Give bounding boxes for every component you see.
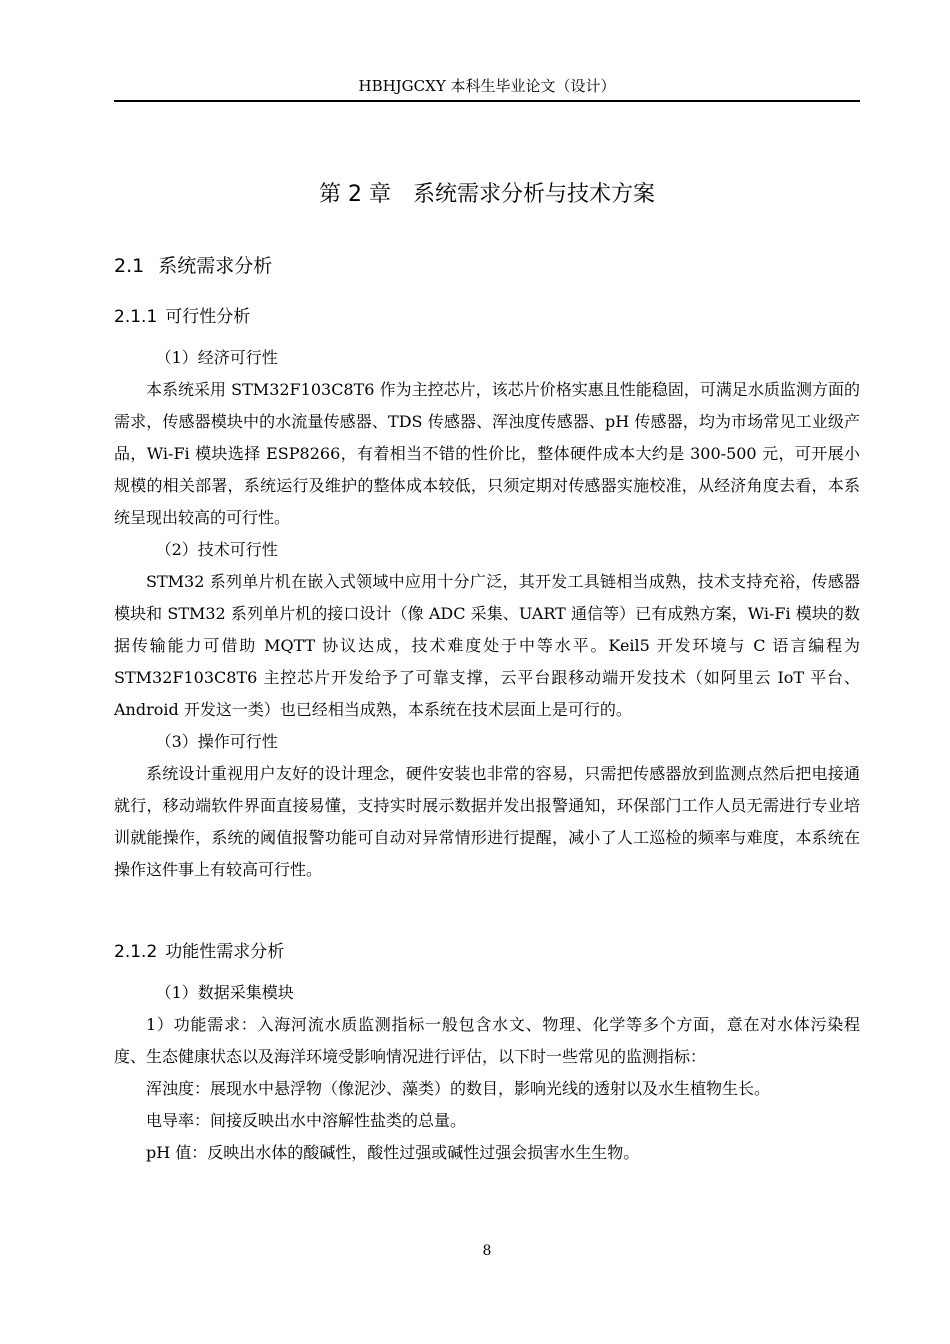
subsection-title: 可行性分析 [165, 307, 251, 327]
subsection-heading-2-1-1 [114, 305, 860, 329]
paragraph-technical: STM32 系列单片机在嵌入式领域中应用十分广泛，其开发工具链相当成熟，技术支持充裕，传感器模块和 STM32 系列单片机的接口设计（像 ADC 采集、UART 通信等）已有成熟方案，Wi-Fi 模块的数据传输能力可借助 MQTT 协议达成，技术难度处于中等水平。Keil5 开发环境与 C 语言编程为 STM32F103C8T6 主控芯片开发给予了可靠支撑，云平台跟移动端开发技术（如阿里云 IoT 平台、Android 开发这一类）也已经相当成熟，本系统在技术层面上是可行的。 [114, 572, 860, 719]
section-number: 2.1 [114, 255, 145, 277]
header-rule [114, 100, 860, 102]
item-heading-technical: （2）技术可行性 [155, 540, 278, 559]
paragraph-ph: pH 值：反映出水体的酸碱性，酸性过强或碱性过强会损害水生生物。 [146, 1143, 640, 1162]
item-heading-operational: （3）操作可行性 [155, 732, 278, 751]
running-header: HBHJGCXY 本科生毕业论文（设计） [358, 77, 616, 95]
item-heading-data-acquisition: （1）数据采集模块 [155, 983, 294, 1002]
functional-body [114, 977, 860, 1169]
chapter-title: 第 2 章 系统需求分析与技术方案 [319, 182, 655, 207]
paragraph-function-requirement: 1）功能需求：入海河流水质监测指标一般包含水文、物理、化学等多个方面，意在对水体污染程度、生态健康状态以及海洋环境受影响情况进行评估，以下时一些常见的监测指标： [114, 1015, 860, 1066]
paragraph-turbidity: 浑浊度：展现水中悬浮物（像泥沙、藻类）的数目，影响光线的透射以及水生植物生长。 [146, 1079, 771, 1098]
page-number: 8 [482, 1243, 492, 1259]
subsection-number: 2.1.2 [114, 942, 158, 962]
section-title: 系统需求分析 [158, 255, 273, 277]
feasibility-body [114, 342, 860, 886]
subsection-title: 功能性需求分析 [165, 942, 285, 962]
section-heading-2-1 [114, 253, 860, 279]
paragraph-operational: 系统设计重视用户友好的设计理念，硬件安装也非常的容易，只需把传感器放到监测点然后把电接通就行，移动端软件界面直接易懂，支持实时展示数据并发出报警通知，环保部门工作人员无需进行专业培训就能操作，系统的阈值报警功能可自动对异常情形进行提醒，减小了人工巡检的频率与难度，本系统在操作这件事上有较高可行性。 [114, 764, 860, 879]
paragraph-conductivity: 电导率：间接反映出水中溶解性盐类的总量。 [146, 1111, 467, 1130]
subsection-heading-2-1-2 [114, 940, 860, 964]
subsection-number: 2.1.1 [114, 307, 158, 327]
item-heading-economic: （1）经济可行性 [155, 348, 278, 367]
paragraph-economic: 本系统采用 STM32F103C8T6 作为主控芯片，该芯片价格实惠且性能稳固，可满足水质监测方面的需求，传感器模块中的水流量传感器、TDS 传感器、浑浊度传感器、pH 传感器，均为市场常见工业级产品，Wi-Fi 模块选择 ESP8266，有着相当不错的性价比，整体硬件成本大约是 300-500 元，可开展小规模的相关部署，系统运行及维护的整体成本较低，只须定期对传感器实施校准，从经济角度去看，本系统呈现出较高的可行性。 [114, 380, 860, 527]
